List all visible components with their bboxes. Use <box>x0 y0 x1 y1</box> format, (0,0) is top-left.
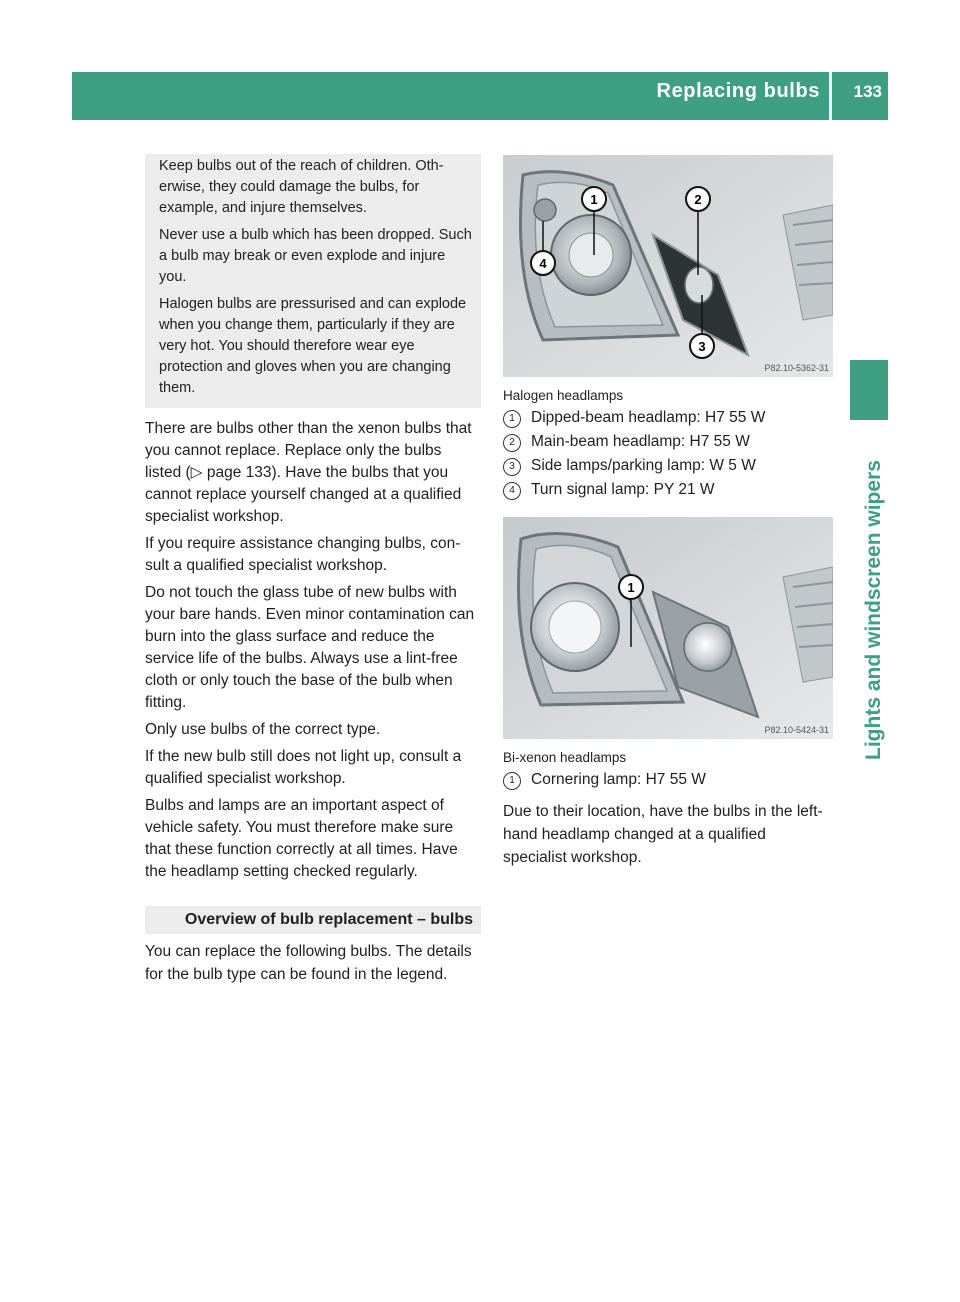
callout-1: 1 <box>627 580 635 595</box>
warning-box <box>145 154 481 408</box>
body-text-right <box>503 800 833 869</box>
body-text-left <box>145 418 481 888</box>
header-separator <box>829 72 832 120</box>
legend-item <box>503 430 765 454</box>
legend-item <box>503 768 706 792</box>
figure-caption: Halogen headlamps <box>503 388 624 403</box>
body-paragraph: Due to their location, have the bulbs in the left-hand headlamp changed at a qualified specialist workshop. <box>503 803 823 866</box>
halogen-headlamp-figure <box>503 155 833 377</box>
legend-number: 2 <box>503 434 521 452</box>
legend-text: Dipped-beam headlamp: H7 55 W <box>531 409 766 426</box>
callout-2: 2 <box>694 192 702 207</box>
page-number: 133 <box>853 82 882 101</box>
body-paragraph: Do not touch the glass tube of new bulbs with your bare hands. Even minor contamination can burn into the glass surface and reduce the service life of the bulbs. Always use a lint-free cloth or only touch the base of the bulb when fitting. <box>145 584 475 711</box>
legend-number: 1 <box>503 410 521 428</box>
side-tab <box>850 430 888 760</box>
legend-item <box>503 478 765 502</box>
body-paragraph: If you require assistance changing bulbs, con-sult a qualified specialist workshop. <box>145 535 461 574</box>
legend-number: 4 <box>503 482 521 500</box>
page-header <box>72 72 888 120</box>
side-tab-label: Lights and windscreen wipers <box>862 460 885 760</box>
callout-4: 4 <box>539 256 547 271</box>
body-paragraph: Only use bulbs of the correct type. <box>145 721 381 738</box>
warning-paragraph: Halogen bulbs are pressurised and can explode when you change them, particularly if they are very hot. You should therefore wear eye protection and gloves when you are changing them. <box>159 296 467 396</box>
header-title: Replacing bulbs <box>656 80 820 102</box>
callout-3: 3 <box>698 339 706 354</box>
callout-1: 1 <box>590 192 598 207</box>
legend-text: Main-beam headlamp: H7 55 W <box>531 433 750 450</box>
body-paragraph: If the new bulb still does not light up, consult a qualified specialist workshop. <box>145 748 462 787</box>
figure-code: P82.10-5362-31 <box>764 363 829 373</box>
legend-text: Turn signal lamp: PY 21 W <box>531 481 715 498</box>
legend-number: 3 <box>503 458 521 476</box>
figure-legend <box>503 768 706 792</box>
warning-paragraph: Never use a bulb which has been dropped. Such a bulb may break or even explode and injure you. <box>159 227 472 285</box>
section-heading: Overview of bulb replacement – bulbs <box>145 906 481 934</box>
legend-item <box>503 406 765 430</box>
figure-legend <box>503 406 765 502</box>
figure-caption: Bi-xenon headlamps <box>503 750 627 765</box>
figure-code: P82.10-5424-31 <box>764 725 829 735</box>
legend-text: Side lamps/parking lamp: W 5 W <box>531 457 756 474</box>
side-tab-block <box>850 360 888 420</box>
bi-xenon-headlamp-illustration <box>503 517 833 739</box>
warning-paragraph: Keep bulbs out of the reach of children. Oth-erwise, they could damage the bulbs, for example, and injure themselves. <box>159 158 444 216</box>
legend-number: 1 <box>503 772 521 790</box>
halogen-headlamp-illustration <box>503 155 833 377</box>
bi-xenon-headlamp-figure <box>503 517 833 739</box>
body-paragraph: There are bulbs other than the xenon bulbs that you cannot replace. Replace only the bulbs listed (▷ page 133). Have the bulbs that you cannot replace yourself changed at a qualified specialist workshop. <box>145 420 472 525</box>
legend-text: Cornering lamp: H7 55 W <box>531 771 706 788</box>
section-intro <box>145 940 481 986</box>
legend-item <box>503 454 765 478</box>
body-paragraph: Bulbs and lamps are an important aspect of vehicle safety. You must therefore make sure that these function correctly at all times. Have the headlamp setting checked regularly. <box>145 797 458 880</box>
intro-paragraph: You can replace the following bulbs. The details for the bulb type can be found in the legend. <box>145 943 472 983</box>
